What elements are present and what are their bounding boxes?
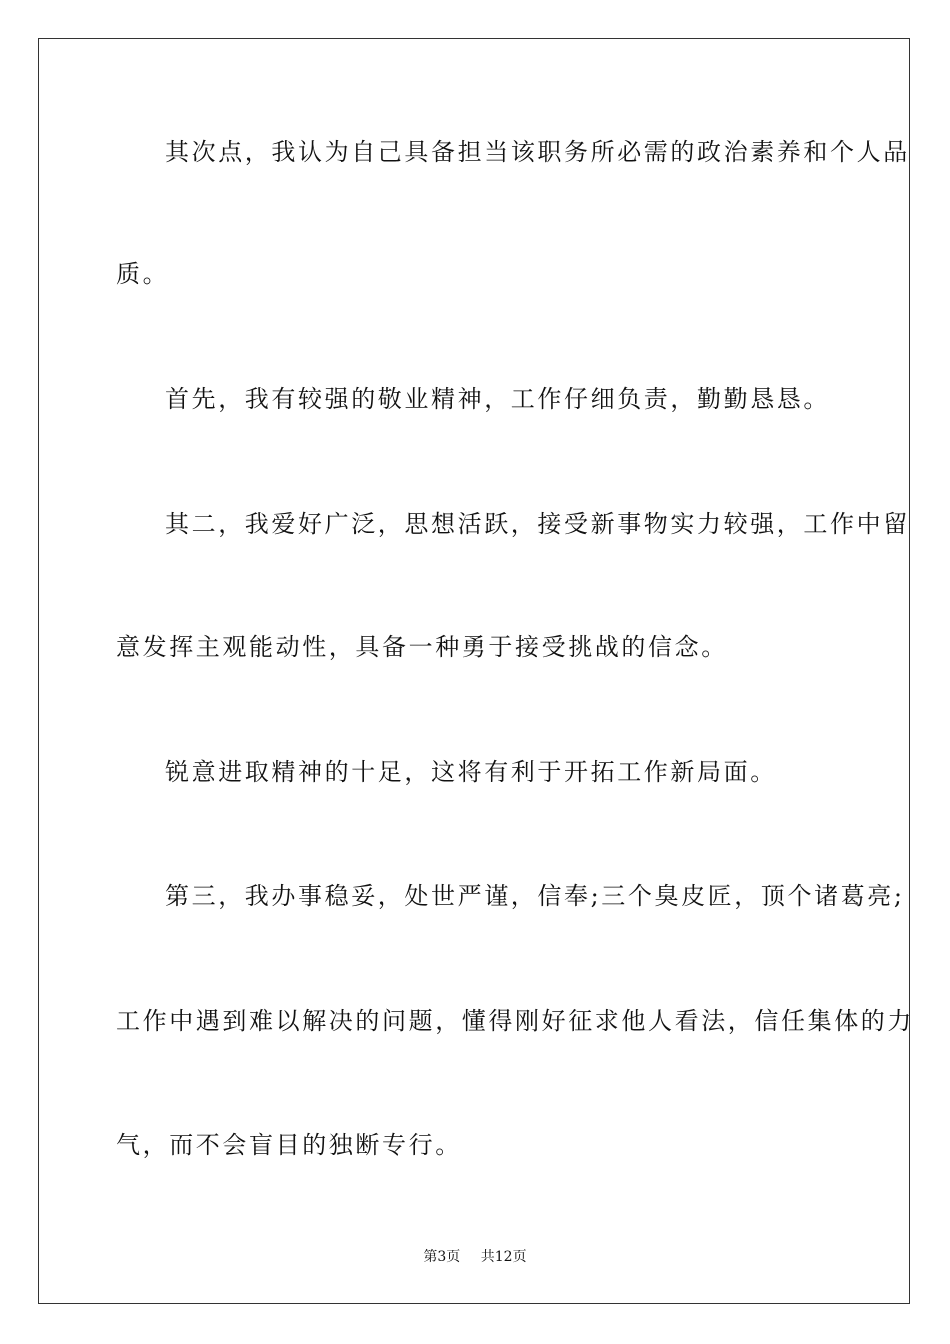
paragraph-line: 首先，我有较强的敬业精神，工作仔细负责，勤勤恳恳。 [165, 385, 830, 413]
paragraph-line: 意发挥主观能动性，具备一种勇于接受挑战的信念。 [116, 633, 728, 661]
paragraph-line: 气，而不会盲目的独断专行。 [116, 1131, 462, 1159]
page-number-total: 共12页 [480, 1249, 527, 1265]
page-number-current: 第3页 [423, 1249, 461, 1265]
paragraph-line: 第三，我办事稳妥，处世严谨，信奉;三个臭皮匠，顶个诸葛亮; [165, 882, 905, 910]
paragraph-line: 工作中遇到难以解决的问题，懂得刚好征求他人看法，信任集体的力 [116, 1007, 914, 1035]
paragraph-line: 其二，我爱好广泛，思想活跃，接受新事物实力较强，工作中留 [165, 510, 910, 538]
page-footer [0, 1248, 950, 1266]
paragraph-line: 其次点，我认为自己具备担当该职务所必需的政治素养和个人品 [165, 138, 910, 166]
paragraph-line: 锐意进取精神的十足，这将有利于开拓工作新局面。 [165, 758, 777, 786]
page-border [38, 38, 914, 1304]
paragraph-line: 质。 [116, 260, 170, 288]
